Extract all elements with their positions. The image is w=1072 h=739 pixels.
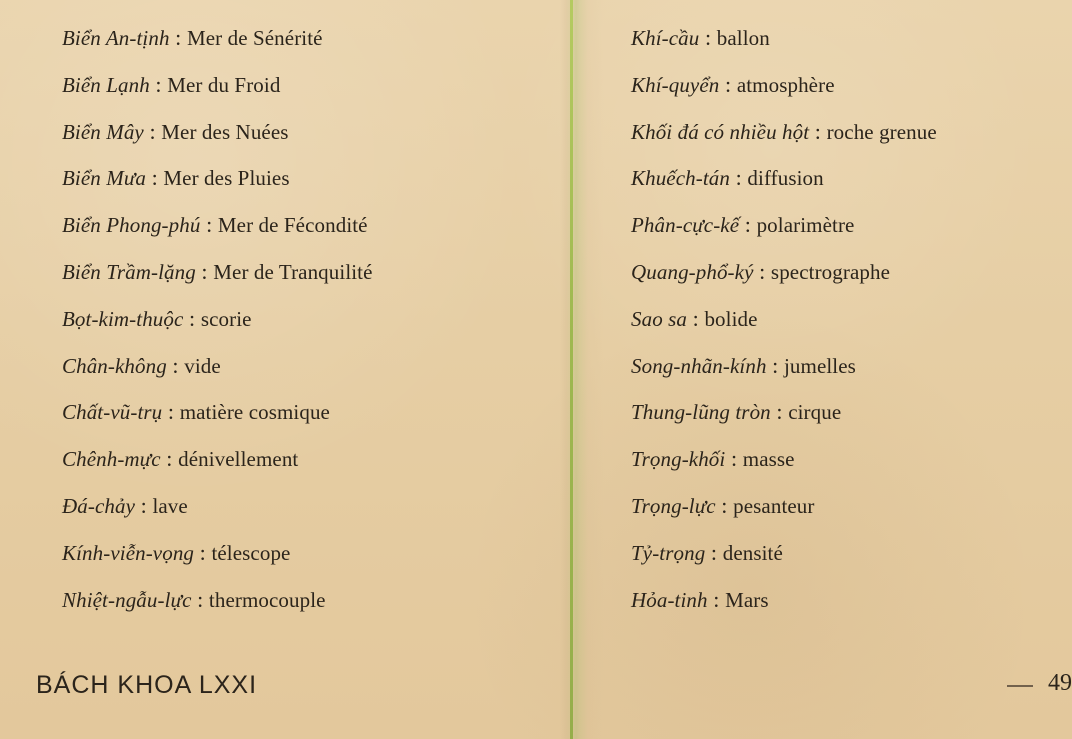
- right-entry-8: Song-nhãn-kính : jumelles: [631, 352, 856, 378]
- definition-mer-de-serenite: Mer de Sénérité: [186, 26, 323, 50]
- term-song-nhan-kinh: Song-nhãn-kính: [631, 353, 767, 378]
- definition-diffusion: diffusion: [747, 166, 824, 191]
- term-khi-quyen: Khí-quyển: [631, 72, 720, 97]
- footer-dash: [1007, 685, 1033, 687]
- definition-spectrographe: spectrographe: [770, 259, 890, 284]
- term-phan-cuc-ke: Phân-cực-kế: [631, 213, 740, 238]
- right-entry-12: Tỷ-trọng : densité: [631, 539, 783, 565]
- term-trong-luc: Trọng-lực: [631, 493, 716, 518]
- gutter-line: [570, 0, 573, 739]
- left-glossary-column: [62, 15, 532, 623]
- term-trong-khoi: Trọng-khối: [631, 447, 726, 472]
- term-chan-khong: Chân-không: [62, 353, 167, 378]
- footer-title: BÁCH KHOA LXXI: [36, 671, 258, 699]
- right-entry-1: Khí-cầu : ballon: [631, 25, 770, 50]
- term-bien-lanh: Biển Lạnh: [62, 72, 150, 97]
- definition-denivellement: dénivellement: [178, 447, 299, 472]
- left-entry-12: Kính-viễn-vọng : télescope: [62, 539, 291, 565]
- left-entry-5: Biển Phong-phú : Mer de Fécondité: [62, 212, 368, 238]
- definition-mer-des-nuees: Mer des Nuées: [161, 119, 289, 144]
- term-da-chay: Đá-chảy: [62, 493, 136, 518]
- definition-matiere-cosmique: matière cosmique: [179, 400, 330, 425]
- definition-mer-du-froid: Mer du Froid: [167, 72, 281, 97]
- left-entry-9: Chất-vũ-trụ : matière cosmique: [62, 399, 330, 425]
- term-khuech-tan: Khuếch-tán: [631, 166, 730, 191]
- right-entry-7: Sao sa : bolide: [631, 305, 758, 331]
- term-chat-vu-tru: Chất-vũ-trụ: [62, 400, 163, 425]
- term-bien-may: Biển Mây: [62, 119, 144, 144]
- definition-telescope: télescope: [211, 540, 291, 565]
- left-entry-1: Biển An-tịnh : Mer de Sénérité: [62, 25, 323, 50]
- definition-pesanteur: pesanteur: [733, 493, 815, 518]
- definition-thermocouple: thermocouple: [208, 587, 326, 612]
- right-entry-3: Khối đá có nhiều hột : roche grenue: [631, 118, 937, 144]
- left-entry-13: Nhiệt-ngẫu-lực : thermocouple: [62, 586, 326, 612]
- definition-masse: masse: [742, 447, 795, 472]
- right-entry-2: Khí-quyển : atmosphère: [631, 71, 835, 97]
- left-entry-6: Biển Trầm-lặng : Mer de Tranquilité: [62, 258, 373, 284]
- definition-polarimetre: polarimètre: [756, 213, 855, 238]
- right-glossary-column: [631, 15, 1061, 623]
- right-entry-4: Khuếch-tán : diffusion: [631, 165, 824, 191]
- definition-scorie: scorie: [200, 306, 252, 331]
- right-entry-10: Trọng-khối : masse: [631, 446, 795, 472]
- definition-mer-de-tranquilite: Mer de Tranquilité: [213, 259, 373, 284]
- term-bot-kim-thuoc: Bọt-kim-thuộc: [62, 306, 184, 331]
- right-entry-11: Trọng-lực : pesanteur: [631, 492, 815, 518]
- right-entry-9: Thung-lũng tròn : cirque: [631, 399, 842, 425]
- term-bien-phong-phu: Biển Phong-phú: [62, 213, 201, 238]
- right-entry-5: Phân-cực-kế : polarimètre: [631, 212, 855, 238]
- definition-mars: Mars: [725, 587, 769, 612]
- term-sao-sa: Sao sa: [631, 306, 688, 331]
- definition-cirque: cirque: [788, 400, 842, 425]
- page-gutter: [560, 0, 604, 739]
- left-entry-2: Biển Lạnh : Mer du Froid: [62, 71, 281, 97]
- left-entry-11: Đá-chảy : lave: [62, 492, 188, 518]
- definition-ballon: ballon: [716, 26, 770, 50]
- definition-roche-grenue: roche grenue: [826, 119, 937, 144]
- term-hoa-tinh: Hỏa-tinh: [631, 587, 708, 612]
- term-kinh-vien-vong: Kính-viễn-vọng: [62, 540, 195, 565]
- left-entry-3: Biển Mây : Mer des Nuées: [62, 118, 289, 144]
- term-bien-mua: Biển Mưa: [62, 166, 146, 191]
- definition-vide: vide: [184, 353, 221, 378]
- definition-mer-des-pluies: Mer des Pluies: [163, 166, 290, 191]
- page-number: 49: [1048, 670, 1072, 696]
- left-entry-4: Biển Mưa : Mer des Pluies: [62, 165, 290, 191]
- definition-mer-de-fecondite: Mer de Fécondité: [217, 213, 368, 238]
- term-chenh-muc: Chênh-mực: [62, 447, 161, 472]
- definition-lave: lave: [152, 493, 188, 518]
- left-entry-8: Chân-không : vide: [62, 352, 221, 378]
- right-entry-13: Hỏa-tinh : Mars: [631, 586, 769, 612]
- definition-densite: densité: [722, 540, 783, 565]
- term-nhiet-ngau-luc: Nhiệt-ngẫu-lực: [62, 587, 192, 612]
- term-khoi-da-co-nhieu-hot: Khối đá có nhiều hột: [631, 119, 810, 144]
- definition-bolide: bolide: [704, 306, 758, 331]
- term-bien-an-tinh: Biển An-tịnh: [62, 26, 170, 50]
- right-entry-6: Quang-phổ-ký : spectrographe: [631, 258, 890, 284]
- term-bien-tram-lang: Biển Trầm-lặng: [62, 259, 196, 284]
- definition-atmosphere: atmosphère: [736, 72, 835, 97]
- left-entry-7: Bọt-kim-thuộc : scorie: [62, 305, 252, 331]
- definition-jumelles: jumelles: [783, 353, 856, 378]
- term-ty-trong: Tỷ-trọng: [631, 540, 706, 565]
- term-khi-cau: Khí-cầu: [631, 26, 700, 50]
- term-thung-lung-tron: Thung-lũng tròn: [631, 400, 771, 425]
- term-quang-pho-ky: Quang-phổ-ký: [631, 259, 754, 284]
- left-entry-10: Chênh-mực : dénivellement: [62, 446, 299, 472]
